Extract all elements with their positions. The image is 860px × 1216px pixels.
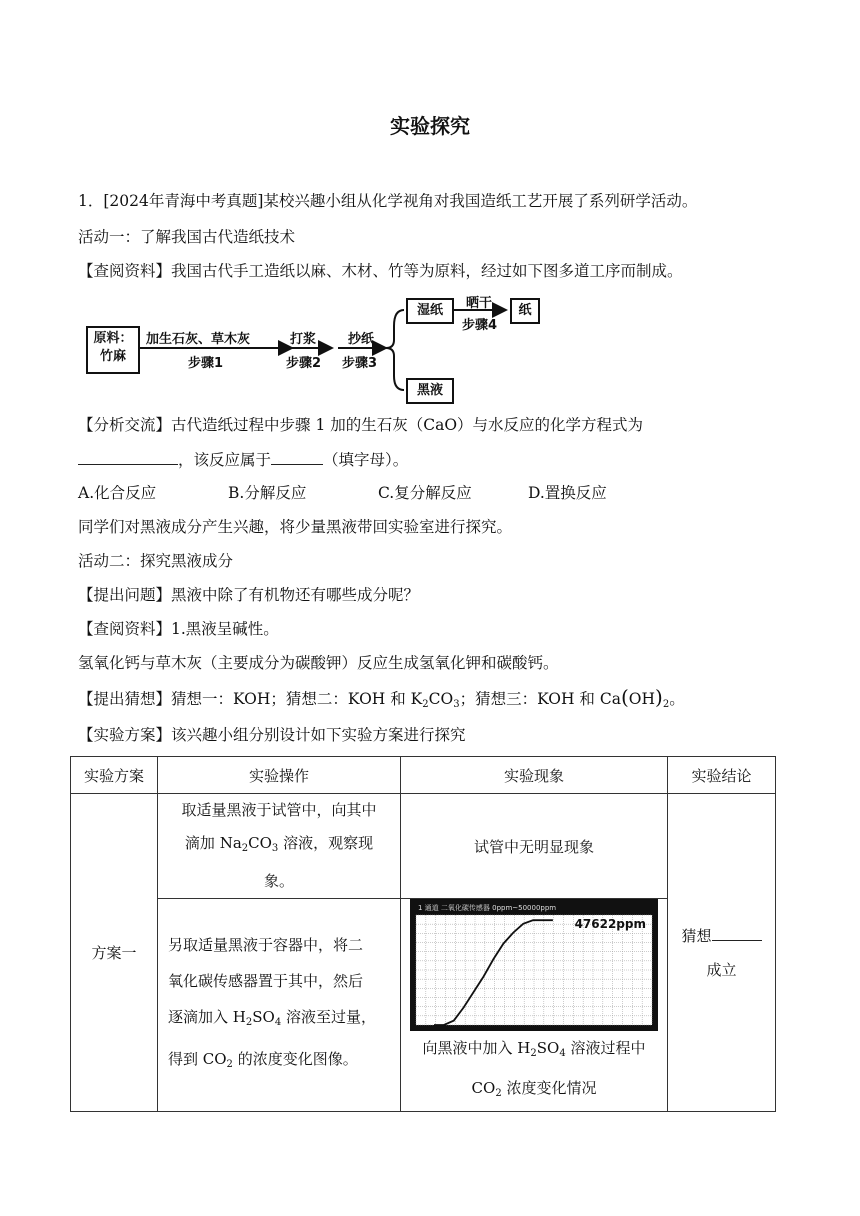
experiment-table <box>70 756 776 1112</box>
consult-tag: 【查阅资料】 <box>78 262 172 280</box>
branch-brace <box>386 310 404 390</box>
option-d: D.置换反应 <box>528 484 607 502</box>
page-title: 实验探究 <box>390 114 470 138</box>
step4-label: 晒干 <box>466 296 493 311</box>
header-plan: 实验方案 <box>71 757 158 794</box>
reaction-line: 氢氧化钙与草木灰（主要成分为碳酸钾）反应生成氢氧化钾和碳酸钙。 <box>78 654 559 672</box>
chart-caption-2: $CO_2$ 浓度变化情况 <box>471 1079 597 1099</box>
papermaking-flow-diagram <box>86 296 556 404</box>
conclusion-blank[interactable] <box>712 925 762 941</box>
step3-label: 抄纸 <box>348 332 375 347</box>
wet-paper-box: 湿纸 <box>406 298 454 324</box>
guess-tag: 【提出猜想】 <box>78 690 172 708</box>
question-intro <box>78 190 697 212</box>
question-line <box>78 584 419 606</box>
row2-operation: 另取适量黑液于容器中，将二 氧化碳传感器置于其中，然后 逐滴加入 $H_2SO_4$ 溶液至过量， 得到 $CO_2$ 的浓度变化图像。 <box>158 899 401 1112</box>
guess-text-1: 猜想一：KOH；猜想二：KOH 和 <box>171 690 406 708</box>
option-b: B.分解反应 <box>228 484 307 502</box>
row1-phenomenon: 试管中无明显现象 <box>401 794 668 899</box>
plan-line <box>78 724 466 746</box>
analysis-end: （填字母）。 <box>323 451 409 469</box>
analysis-tag: 【分析交流】 <box>78 416 172 434</box>
consult2-text: 1.黑液呈碱性。 <box>171 620 279 638</box>
plan-text: 该兴趣小组分别设计如下实验方案进行探究 <box>171 726 466 744</box>
consult-materials-1 <box>78 260 683 282</box>
step3-caption: 步骤3 <box>342 356 378 371</box>
paper-box: 纸 <box>510 298 540 324</box>
reaction-type-blank[interactable] <box>271 449 323 465</box>
interest-line: 同学们对黑液成分产生兴趣，将少量黑液带回实验室进行探究。 <box>78 518 513 536</box>
consult2-tag: 【查阅资料】 <box>78 620 172 638</box>
activity-one: 活动一：了解我国古代造纸技术 <box>78 228 296 246</box>
question-number: 1． <box>78 192 104 210</box>
guess-end: 。 <box>669 690 685 708</box>
question-source: [2024年青海中考真题] <box>103 192 264 210</box>
option-c: C.复分解反应 <box>378 484 472 502</box>
question-intro-text: 某校兴趣小组从化学视角对我国造纸工艺开展了系列研学活动。 <box>263 192 698 210</box>
table-header-row <box>71 757 776 794</box>
step2-caption: 步骤2 <box>286 356 322 371</box>
table-row <box>71 794 776 899</box>
analysis-text: 古代造纸过程中步骤 1 加的生石灰（CaO）与水反应的化学方程式为 <box>171 416 644 434</box>
raw-material-box <box>86 326 140 374</box>
co2-chart <box>410 899 658 1031</box>
step2-label: 打浆 <box>290 332 317 347</box>
header-conclusion: 实验结论 <box>668 757 776 794</box>
equation-blank[interactable] <box>78 449 178 465</box>
flow-arrows <box>86 296 556 404</box>
activity-two: 活动二：探究黑液成分 <box>78 552 234 570</box>
analysis-blank-line <box>78 449 408 471</box>
step1-label: 加生石灰、草木灰 <box>146 332 251 347</box>
raw-label: 原料： <box>93 331 133 346</box>
formula-k2co3: $K_2CO_3$ <box>410 690 460 710</box>
co2-chart-svg <box>410 899 658 1031</box>
chart-value-label: 47622ppm <box>574 917 646 931</box>
guess-text-3: ；猜想三：KOH 和 <box>459 690 595 708</box>
options-line <box>78 482 678 504</box>
conclusion-cell: 猜想 成立 <box>668 794 776 1112</box>
step4-caption: 步骤4 <box>462 318 498 333</box>
analysis-cont: ，该反应属于 <box>178 451 272 469</box>
header-operation: 实验操作 <box>158 757 401 794</box>
plan-name-cell: 方案一 <box>71 794 158 1112</box>
raw-material: 竹麻 <box>99 349 126 364</box>
consult-materials-2 <box>78 618 279 640</box>
formula-caoh2: $Ca(OH)_2$ <box>599 685 670 710</box>
row1-operation: 取适量黑液于试管中，向其中 滴加 $Na_2CO_3$ 溶液，观察现 象。 <box>158 794 401 899</box>
analysis-line <box>78 414 643 436</box>
plan-tag: 【实验方案】 <box>78 726 172 744</box>
question-tag: 【提出问题】 <box>78 586 172 604</box>
chart-caption-1: 向黑液中加入 $H_2SO_4$ 溶液过程中 <box>422 1039 646 1059</box>
question-text: 黑液中除了有机物还有哪些成分呢？ <box>171 586 420 604</box>
guess-line <box>78 686 685 716</box>
header-phenomenon: 实验现象 <box>401 757 668 794</box>
option-a: A.化合反应 <box>78 484 157 502</box>
consult-text: 我国古代手工造纸以麻、木材、竹等为原料，经过如下图多道工序而制成。 <box>171 262 683 280</box>
black-liquor-box: 黑液 <box>406 378 454 404</box>
row2-phenomenon <box>401 899 668 1112</box>
chart-header-text: 1 通道 二氧化碳传感器 0ppm~50000ppm <box>418 904 557 912</box>
step1-caption: 步骤1 <box>188 356 224 371</box>
